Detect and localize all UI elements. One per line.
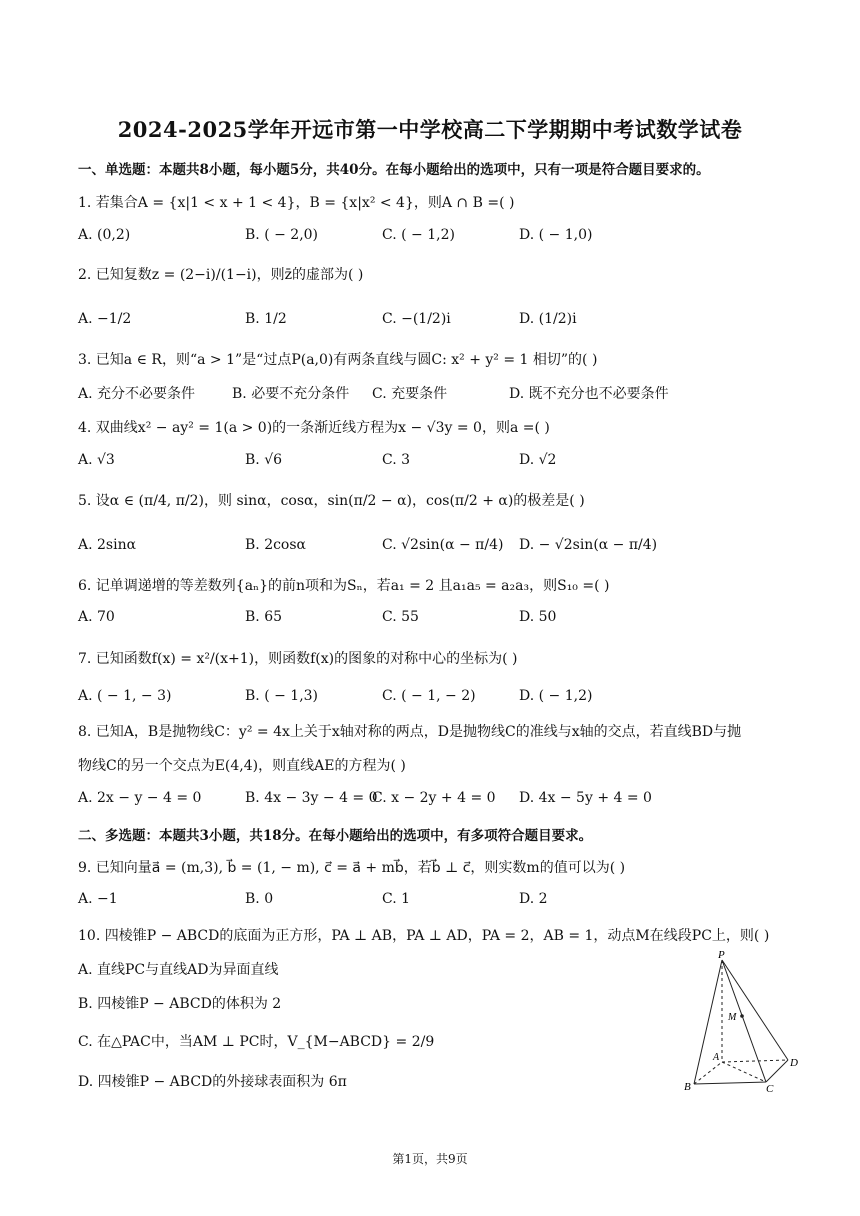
option-b[interactable]: B. 必要不充分条件 [232, 386, 350, 402]
question-1: 1. 若集合A = {x|1 < x + 1 < 4}，B = {x|x² < 4}，则A ∩ B =( ) [78, 195, 515, 211]
question-4: 4. 双曲线x² − ay² = 1(a > 0)的一条渐近线方程为x − √3y = 0，则a =( ) [78, 420, 550, 436]
option-b[interactable]: B. 四棱锥P − ABCD的体积为 2 [78, 996, 282, 1012]
option-c[interactable]: C. ( − 1,2) [382, 227, 455, 243]
label-d: D [790, 1057, 798, 1069]
label-p: P [718, 949, 725, 961]
question-10: 10. 四棱锥P − ABCD的底面为正方形，PA ⊥ AB，PA ⊥ AD，PA = 2，AB = 1，动点M在线段PC上，则( ) [78, 928, 770, 944]
options-3 [78, 383, 778, 405]
option-b[interactable]: B. 2cosα [245, 537, 307, 553]
option-c[interactable]: C. ( − 1, − 2) [382, 688, 476, 704]
question-6: 6. 记单调递增的等差数列{aₙ}的前n项和为Sₙ，若a₁ = 2 且a₁a₅ = a₂a₃，则S₁₀ =( ) [78, 578, 610, 594]
option-b[interactable]: B. 65 [245, 609, 283, 625]
option-b[interactable]: B. √6 [245, 452, 283, 468]
option-c[interactable]: C. 55 [382, 609, 419, 625]
option-b[interactable]: B. 1/2 [245, 311, 287, 327]
options-6 [78, 609, 778, 631]
option-a[interactable]: A. −1 [78, 891, 118, 907]
page-footer: 第1页，共9页 [392, 1152, 468, 1166]
option-d[interactable]: D. ( − 1,2) [519, 688, 593, 704]
option-a[interactable]: A. 充分不必要条件 [78, 386, 196, 402]
option-a[interactable]: A. −1/2 [78, 311, 132, 327]
option-d[interactable]: D. 4x − 5y + 4 = 0 [519, 790, 652, 806]
option-c[interactable]: C. 充要条件 [372, 386, 448, 402]
pyramid-figure [680, 946, 810, 1096]
option-c[interactable]: C. 3 [382, 452, 411, 468]
label-m: M [728, 1012, 737, 1023]
options-4 [78, 452, 778, 474]
option-b[interactable]: B. ( − 2,0) [245, 227, 319, 243]
option-d[interactable]: D. 四棱锥P − ABCD的外接球表面积为 6π [78, 1074, 347, 1090]
option-a[interactable]: A. 70 [78, 609, 115, 625]
option-a[interactable]: A. √3 [78, 452, 115, 468]
option-c[interactable]: C. −(1/2)i [382, 311, 451, 327]
option-a[interactable]: A. ( − 1, − 3) [78, 688, 172, 704]
question-2: 2. 已知复数z = (2−i)/(1−i)，则z̄的虚部为( ) [78, 267, 364, 283]
options-8 [78, 790, 778, 812]
option-c[interactable]: C. x − 2y + 4 = 0 [372, 790, 496, 806]
option-b[interactable]: B. 0 [245, 891, 274, 907]
option-d[interactable]: D. (1/2)i [519, 311, 577, 327]
options-1 [78, 227, 778, 249]
question-8: 8. 已知A，B是抛物线C：y² = 4x上关于x轴对称的两点，D是抛物线C的准线与x轴的交点，若直线BD与抛 [78, 724, 742, 740]
question-5: 5. 设α ∈ (π/4, π/2)，则 sinα，cosα，sin(π/2 − α)，cos(π/2 + α)的极差是( ) [78, 493, 585, 509]
options-5 [78, 537, 778, 559]
question-8-continued: 物线C的另一个交点为E(4,4)，则直线AE的方程为( ) [78, 758, 406, 774]
option-d[interactable]: D. 2 [519, 891, 548, 907]
label-b: B [684, 1081, 691, 1093]
question-3: 3. 已知a ∈ R，则“a > 1”是“过点P(a,0)有两条直线与圆C: x² + y² = 1 相切”的( ) [78, 352, 598, 368]
option-b[interactable]: B. 4x − 3y − 4 = 0 [245, 790, 378, 806]
option-d[interactable]: D. 50 [519, 609, 557, 625]
option-d[interactable]: D. √2 [519, 452, 557, 468]
label-c: C [766, 1083, 774, 1095]
page-title: 2024-2025学年开远市第一中学校高二下学期期中考试数学试卷 [117, 117, 743, 142]
section-heading-single-choice: 一、单选题：本题共8小题，每小题5分，共40分。在每小题给出的选项中，只有一项是符合题目要求的。 [78, 162, 710, 178]
options-7 [78, 688, 778, 710]
option-d[interactable]: D. − √2sin(α − π/4) [519, 537, 658, 553]
options-9 [78, 891, 778, 913]
section-heading-multi-choice: 二、多选题：本题共3小题，共18分。在每小题给出的选项中，有多项符合题目要求。 [78, 828, 593, 844]
option-d[interactable]: D. ( − 1,0) [519, 227, 593, 243]
option-c[interactable]: C. 1 [382, 891, 411, 907]
label-a: A [713, 1052, 720, 1063]
option-d[interactable]: D. 既不充分也不必要条件 [509, 386, 669, 402]
option-c[interactable]: C. √2sin(α − π/4) [382, 537, 504, 553]
option-b[interactable]: B. ( − 1,3) [245, 688, 319, 704]
options-2 [78, 311, 778, 333]
question-7: 7. 已知函数f(x) = x²/(x+1)，则函数f(x)的图象的对称中心的坐标为( ) [78, 651, 518, 667]
option-a[interactable]: A. 2x − y − 4 = 0 [78, 790, 202, 806]
option-a[interactable]: A. 直线PC与直线AD为异面直线 [78, 962, 279, 978]
option-a[interactable]: A. (0,2) [78, 227, 131, 243]
option-c[interactable]: C. 在△PAC中，当AM ⊥ PC时，V_{M−ABCD} = 2/9 [78, 1034, 435, 1050]
option-a[interactable]: A. 2sinα [78, 537, 137, 553]
question-9: 9. 已知向量a⃗ = (m,3), b⃗ = (1, − m), c⃗ = a⃗ + mb⃗，若b⃗ ⊥ c⃗，则实数m的值可以为( ) [78, 860, 626, 876]
